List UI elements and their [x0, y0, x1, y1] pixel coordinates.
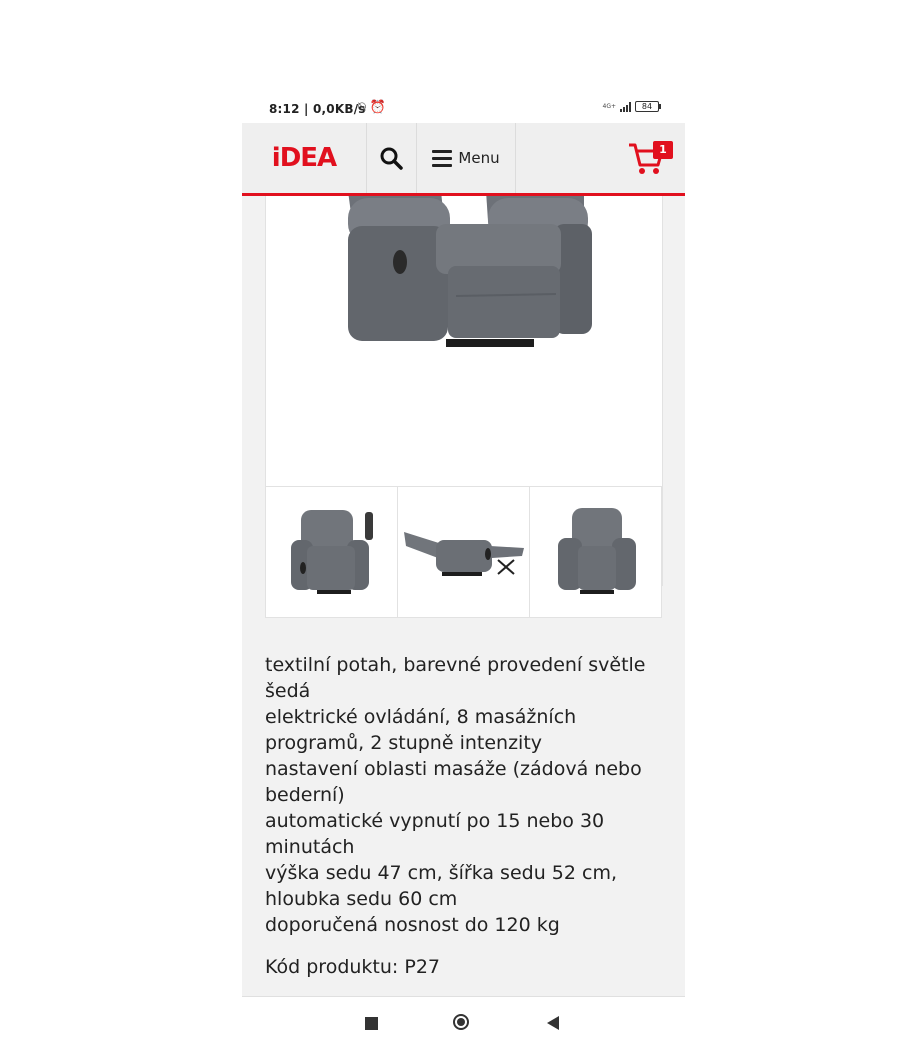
- android-nav-bar: [242, 996, 685, 1050]
- home-icon[interactable]: [453, 1014, 469, 1030]
- menu-button[interactable]: [417, 123, 516, 193]
- armchair-front-thumbnail: [277, 502, 387, 602]
- recents-icon[interactable]: [365, 1017, 378, 1030]
- description-line: programů, 2 stupně intenzity: [265, 732, 543, 754]
- back-icon[interactable]: [547, 1016, 559, 1030]
- description-line: nastavení oblasti masáže (zádová nebo: [265, 758, 642, 780]
- description-line: výška sedu 47 cm, šířka sedu 52 cm,: [265, 862, 618, 884]
- description-line: šedá: [265, 680, 311, 702]
- network-type: 4G+: [602, 102, 616, 110]
- description-line: bederní): [265, 784, 345, 806]
- status-right: [603, 101, 660, 112]
- status-bar: [242, 96, 685, 123]
- menu-label: Menu: [458, 149, 500, 167]
- status-icons: ⍉ ⏰: [358, 100, 387, 115]
- product-description: [265, 652, 655, 938]
- description-line: minutách: [265, 836, 355, 858]
- cart-button[interactable]: [627, 137, 677, 181]
- armchair-side-thumbnail: [546, 502, 646, 602]
- logo[interactable]: iDEA: [242, 123, 367, 193]
- armchair-reclined-thumbnail: [402, 502, 526, 602]
- cart-count-badge: 1: [653, 141, 673, 159]
- armchair-main-image: [266, 196, 662, 486]
- search-icon: [379, 146, 403, 170]
- description-line: doporučená nosnost do 120 kg: [265, 914, 560, 936]
- thumbnail-3[interactable]: [530, 487, 661, 617]
- phone-screen: [242, 96, 685, 1049]
- product-code: Kód produktu: P27: [265, 956, 440, 978]
- description-line: automatické vypnutí po 15 nebo 30: [265, 810, 605, 832]
- signal-icon: [620, 102, 631, 112]
- thumbnail-strip: [265, 486, 662, 618]
- description-line: hloubka sedu 60 cm: [265, 888, 458, 910]
- site-header: [242, 123, 685, 196]
- description-line: elektrické ovládání, 8 masážních: [265, 706, 577, 728]
- thumbnail-2[interactable]: [398, 487, 530, 617]
- status-time: 8:12 | 0,0KB/s: [269, 102, 366, 116]
- hamburger-icon: [432, 150, 452, 167]
- search-button[interactable]: [366, 123, 417, 193]
- thumbnail-1[interactable]: [266, 487, 398, 617]
- description-line: textilní potah, barevné provedení světle: [265, 654, 646, 676]
- battery-icon: 84: [635, 101, 659, 112]
